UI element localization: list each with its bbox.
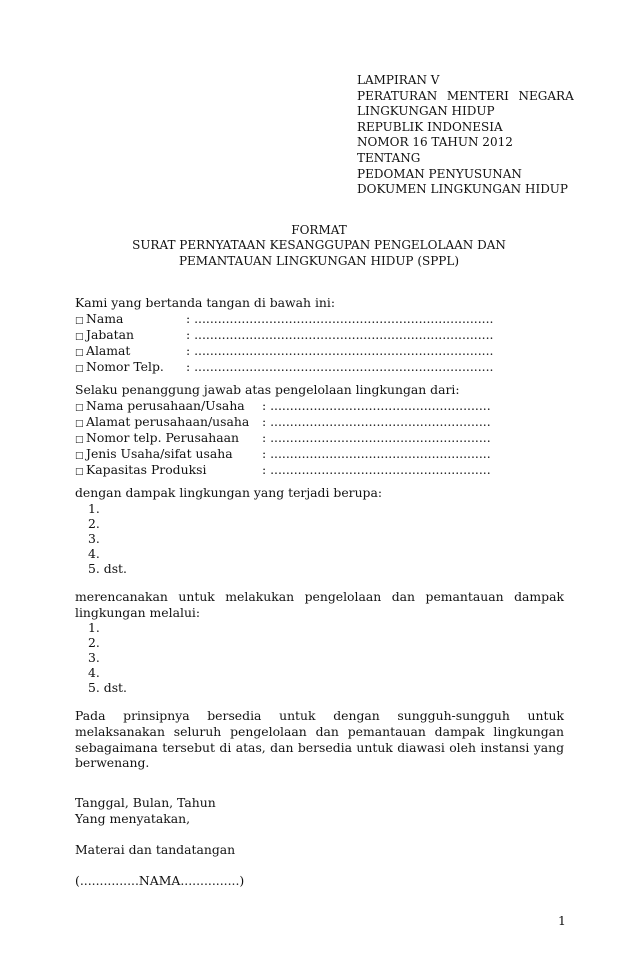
impact-intro: dengan dampak lingkungan yang terjadi berupa: (75, 485, 383, 500)
field-label: Alamat perusahaan/usaha (86, 414, 250, 429)
closing-declarer: Yang menyatakan, (75, 811, 191, 826)
signer-name-placeholder: (...............NAMA...............) (75, 873, 245, 888)
field-nama (75, 311, 123, 326)
header-line: LAMPIRAN V (357, 73, 440, 87)
impact-item: 1. (88, 501, 100, 516)
field-label: Nama perusahaan/Usaha (86, 398, 245, 413)
statement-paragraph: Pada prinsipnya bersedia untuk dengan sungguh-sungguh untuk melaksanakan seluruh pengelolaan dan pemantauan dampak lingkungan sebagaimana tersebut di atas, dan bersedia untuk diawasi oleh instansi yang berwenang. (75, 708, 564, 771)
field-jabatan (75, 327, 134, 342)
checkbox-icon: □ (75, 451, 84, 461)
document-subtitle: PEMANTAUAN LINGKUNGAN HIDUP (SPPL) (178, 254, 460, 268)
checkbox-icon: □ (75, 403, 84, 413)
plan-item: 1. (88, 620, 100, 635)
field-label: Alamat (86, 343, 131, 358)
impact-item: 5. dst. (88, 561, 127, 576)
field-value: : ........................................................ (262, 398, 491, 413)
header-line: PEDOMAN PENYUSUNAN (357, 166, 522, 181)
checkbox-icon: □ (75, 364, 84, 374)
plan-intro: merencanakan untuk melakukan pengelolaan dan pemantauan dampak lingkungan melalui: (75, 589, 564, 620)
field-jenis-usaha (75, 446, 233, 461)
field-nomor-telp (75, 359, 164, 374)
impact-item: 4. (88, 546, 100, 561)
field-value: : ............................................................................ (186, 327, 494, 342)
header-line: PERATURAN MENTERI NEGARA (357, 88, 574, 103)
document-title-format: FORMAT (291, 223, 347, 237)
plan-item: 3. (88, 650, 100, 665)
checkbox-icon: □ (75, 435, 84, 445)
plan-item: 5. dst. (88, 680, 127, 695)
header-line: NOMOR 16 TAHUN 2012 (357, 135, 513, 150)
impact-item: 2. (88, 516, 100, 531)
checkbox-icon: □ (75, 419, 84, 429)
field-value: : ............................................................................ (186, 359, 494, 374)
attachment-header (357, 73, 574, 198)
field-label: Nomor telp. Perusahaan (86, 430, 239, 445)
checkbox-icon: □ (75, 332, 84, 342)
field-nomor-telp-perusahaan (75, 430, 239, 445)
field-value: : ............................................................................ (186, 343, 494, 358)
field-label: Nomor Telp. (86, 359, 164, 374)
impact-item: 3. (88, 531, 100, 546)
field-label: Nama (86, 311, 124, 326)
header-line: DOKUMEN LINGKUNGAN HIDUP (357, 182, 568, 197)
field-value: : ............................................................................ (186, 311, 494, 326)
field-value: : ........................................................ (262, 430, 491, 445)
stamp-signature-label: Materai dan tandatangan (75, 842, 236, 857)
checkbox-icon: □ (75, 316, 84, 326)
checkbox-icon: □ (75, 467, 84, 477)
field-alamat-perusahaan (75, 414, 249, 429)
field-value: : ........................................................ (262, 446, 491, 461)
page-number: 1 (558, 913, 566, 928)
field-label: Jenis Usaha/sifat usaha (86, 446, 233, 461)
field-nama-perusahaan (75, 398, 245, 413)
field-value: : ........................................................ (262, 462, 491, 477)
field-label: Jabatan (86, 327, 135, 342)
plan-item: 2. (88, 635, 100, 650)
header-line: LINGKUNGAN HIDUP (357, 104, 495, 119)
field-alamat (75, 343, 130, 358)
header-line: REPUBLIK INDONESIA (357, 119, 503, 134)
field-label: Kapasitas Produksi (86, 462, 207, 477)
document-title: SURAT PERNYATAAN KESANGGUPAN PENGELOLAAN DAN (132, 238, 506, 252)
field-value: : ........................................................ (262, 414, 491, 429)
checkbox-icon: □ (75, 348, 84, 358)
header-line: TENTANG (357, 150, 421, 165)
closing-date: Tanggal, Bulan, Tahun (75, 795, 216, 810)
company-intro: Selaku penanggung jawab atas pengelolaan lingkungan dari: (75, 382, 460, 397)
plan-item: 4. (88, 665, 100, 680)
signer-intro: Kami yang bertanda tangan di bawah ini: (75, 295, 336, 310)
field-kapasitas-produksi (75, 462, 206, 477)
